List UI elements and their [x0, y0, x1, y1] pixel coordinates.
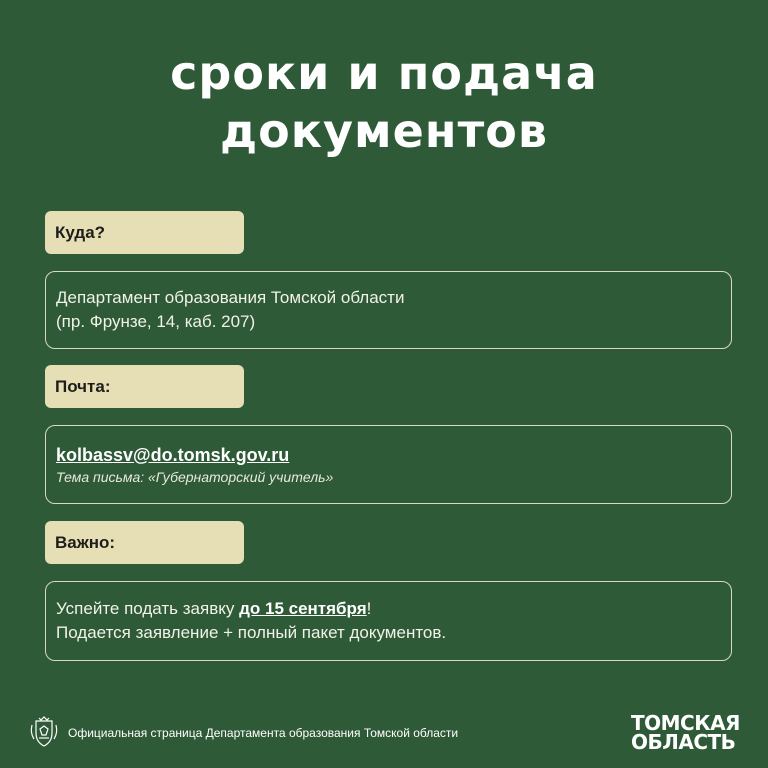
deadline-highlight: до 15 сентября — [239, 599, 367, 618]
important-line-1 — [56, 597, 731, 621]
footer — [28, 714, 458, 752]
tomsk-region-logo — [631, 711, 740, 754]
email-subject: Тема письма: «Губернаторский учитель» — [56, 468, 334, 485]
where-box — [45, 271, 732, 349]
mail-box — [45, 425, 732, 504]
mail-label: Почта: — [45, 365, 244, 408]
title-line-2: документов — [220, 104, 548, 158]
footer-text: Официальная страница Департамента образования Томской области — [68, 726, 459, 740]
page-title — [0, 44, 768, 160]
coat-of-arms-icon — [28, 715, 60, 752]
important-label: Важно: — [45, 521, 244, 564]
where-line-1: Департамент образования Томской области — [56, 288, 405, 307]
important-box — [45, 581, 732, 661]
important-text-post: ! — [366, 599, 372, 618]
title-line-1: сроки и подача — [170, 46, 598, 100]
logo-line-2: ОБЛАСТЬ — [631, 730, 736, 754]
important-line-2: Подается заявление + полный пакет документов. — [56, 623, 447, 642]
logo-line-1: ТОМСКАЯ — [631, 711, 740, 735]
email-link[interactable]: kolbassv@do.tomsk.gov.ru — [56, 444, 290, 465]
important-text-pre: Успейте подать заявку — [56, 599, 240, 618]
where-line-2: (пр. Фрунзе, 14, каб. 207) — [56, 312, 256, 331]
where-label: Куда? — [45, 211, 244, 254]
